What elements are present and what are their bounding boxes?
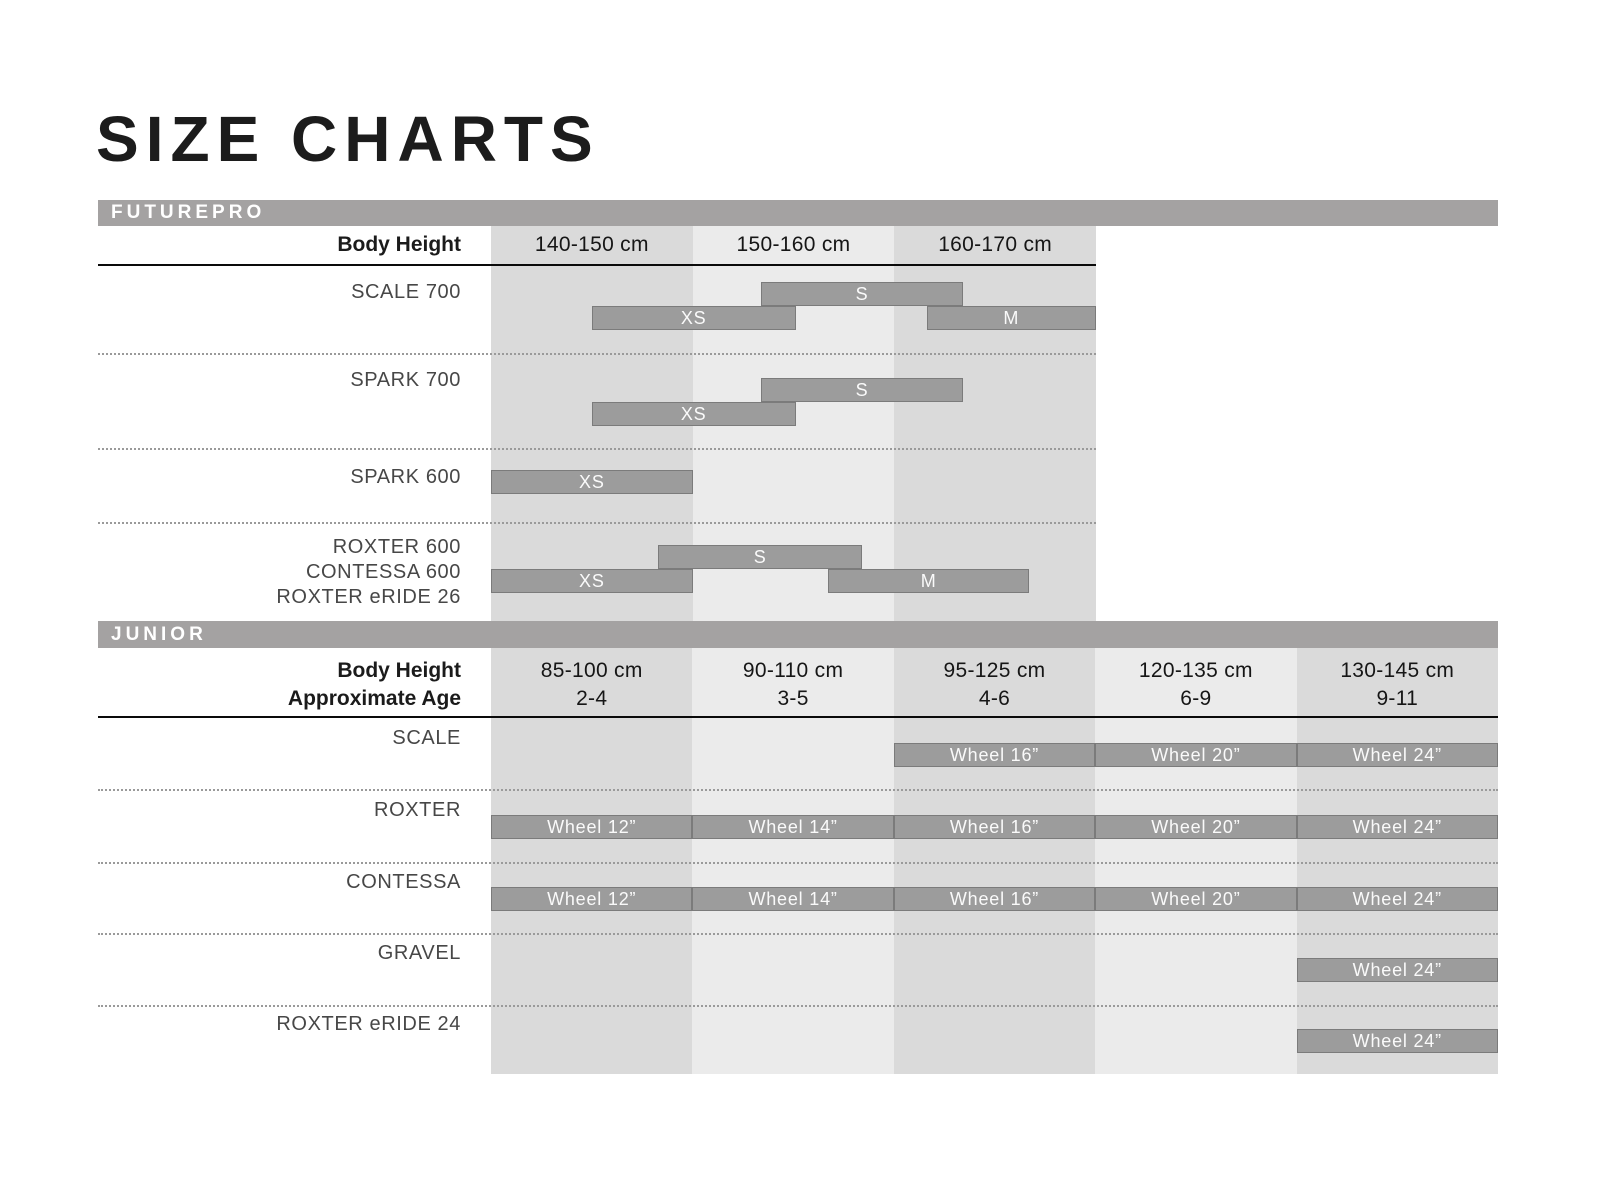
size-bar-xs: XS [491,569,693,593]
size-bar-wheel-24: Wheel 24” [1297,887,1498,911]
row-separator [98,933,1498,935]
section-header-futurepro [98,200,1498,226]
size-bar-s: S [761,378,963,402]
row-label-roxter-600: ROXTER 600 [332,536,461,558]
size-bar-wheel-14: Wheel 14” [692,887,893,911]
header-underline [98,716,1498,718]
size-bar-s: S [658,545,862,569]
column-header: 3-5 [777,687,809,710]
size-bar-wheel-20: Wheel 20” [1095,815,1296,839]
row-label-spark-700: SPARK 700 [350,369,461,391]
size-bar-wheel-20: Wheel 20” [1095,887,1296,911]
size-bar-xs: XS [491,470,693,494]
header-label-body-height: Body Height [337,659,461,682]
size-bar-wheel-24: Wheel 24” [1297,815,1498,839]
size-bar-wheel-16: Wheel 16” [894,743,1095,767]
section-header-junior [98,621,1498,648]
header-label-approximate-age: Approximate Age [287,687,461,710]
row-label-roxter-eride-24: ROXTER eRIDE 24 [276,1013,461,1035]
size-bar-wheel-12: Wheel 12” [491,887,692,911]
column-header: 2-4 [576,687,608,710]
row-separator [98,448,1096,450]
size-bar-wheel-24: Wheel 24” [1297,958,1498,982]
row-label-scale-700: SCALE 700 [351,281,461,303]
size-bar-wheel-16: Wheel 16” [894,815,1095,839]
size-bar-wheel-20: Wheel 20” [1095,743,1296,767]
size-bar-m: M [927,306,1096,330]
column-header: 120-135 cm [1138,659,1253,682]
header-label-body-height: Body Height [337,233,461,256]
page-title: SIZE CHARTS [96,103,600,175]
row-label-contessa-600: CONTESSA 600 [305,561,461,583]
row-label-roxter-eride-26: ROXTER eRIDE 26 [276,586,461,608]
size-bar-s: S [761,282,963,306]
size-bar-xs: XS [592,402,796,426]
size-bar-wheel-12: Wheel 12” [491,815,692,839]
column-header: 160-170 cm [938,233,1053,256]
size-bar-xs: XS [592,306,796,330]
header-underline [98,264,1096,266]
row-label-scale: SCALE [392,727,461,749]
column-header: 90-110 cm [742,659,844,682]
column-header: 95-125 cm [943,659,1046,682]
section-header-label: JUNIOR [111,623,207,645]
row-label-contessa: CONTESSA [346,871,461,893]
row-separator [98,353,1096,355]
column-header: 9-11 [1376,687,1419,710]
column-header: 6-9 [1180,687,1212,710]
size-bar-wheel-14: Wheel 14” [692,815,893,839]
column-header: 140-150 cm [534,233,649,256]
row-separator [98,862,1498,864]
size-bar-m: M [828,569,1030,593]
section-header-label: FUTUREPRO [111,202,266,223]
row-label-gravel: GRAVEL [377,942,461,964]
column-header: 130-145 cm [1340,659,1455,682]
size-bar-wheel-24: Wheel 24” [1297,743,1498,767]
column-header: 4-6 [978,687,1011,710]
row-separator [98,1005,1498,1007]
row-separator [98,789,1498,791]
size-bar-wheel-24: Wheel 24” [1297,1029,1498,1053]
column-header: 150-160 cm [736,233,851,256]
row-label-roxter: ROXTER [374,799,461,821]
row-separator [98,522,1096,524]
column-header: 85-100 cm [540,659,643,682]
size-bar-wheel-16: Wheel 16” [894,887,1095,911]
row-label-spark-600: SPARK 600 [350,466,461,488]
